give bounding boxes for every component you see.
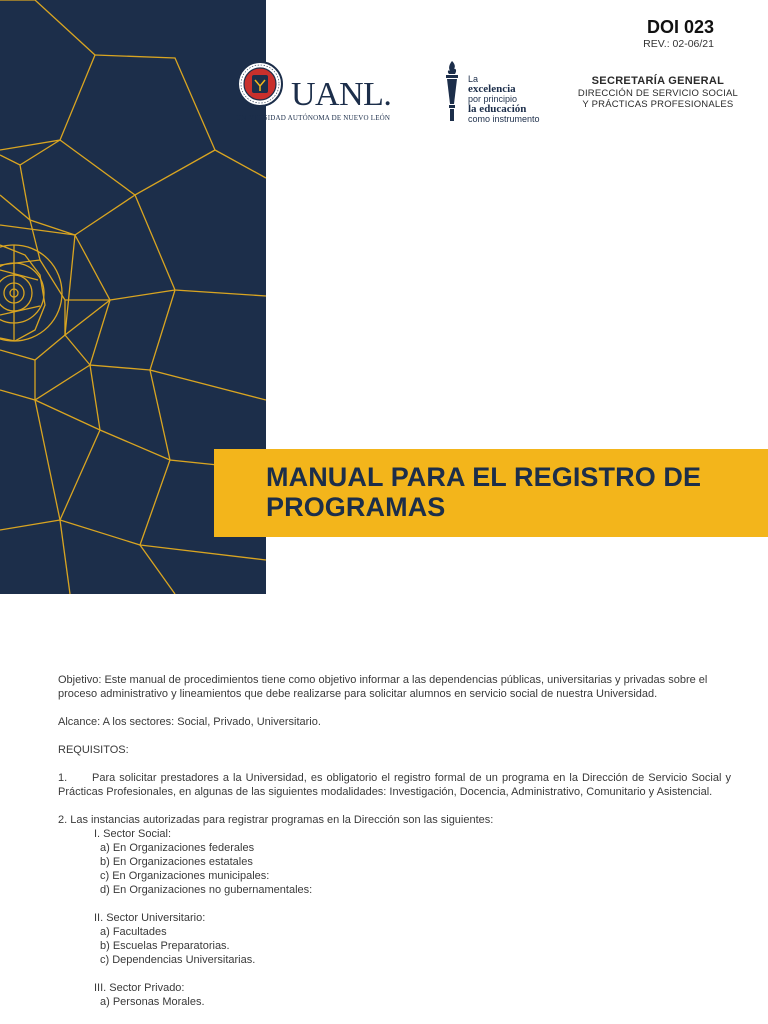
document-code-block xyxy=(643,17,714,51)
requirement-item-2: 2. Las instancias autorizadas para registrar programas en la Dirección son las siguientes: xyxy=(58,814,494,826)
title-line-2: PROGRAMAS xyxy=(266,492,446,522)
secretaria-title: SECRETARÍA GENERAL xyxy=(591,75,725,87)
sector-privado xyxy=(58,981,731,1009)
motto-logo xyxy=(444,60,554,124)
list-item: a) Personas Morales. xyxy=(100,996,205,1008)
sector-title: II. Sector Universitario: xyxy=(94,912,206,924)
sector-universitario xyxy=(58,911,731,967)
sector-title: III. Sector Privado: xyxy=(94,982,185,994)
item-number: 1. xyxy=(58,772,68,784)
list-item: a) En Organizaciones federales xyxy=(100,842,255,854)
list-item: b) En Organizaciones estatales xyxy=(100,856,253,868)
motto-line-2: excelencia xyxy=(468,83,516,95)
sector-social xyxy=(58,827,731,897)
direccion-line-2: Y PRÁCTICAS PROFESIONALES xyxy=(582,99,734,110)
document-title xyxy=(266,462,701,522)
title-line-1: MANUAL PARA EL REGISTRO DE xyxy=(266,462,702,492)
list-item: a) Facultades xyxy=(100,926,167,938)
list-item: c) En Organizaciones municipales: xyxy=(100,870,270,882)
uanl-wordmark: UANL. xyxy=(291,76,392,113)
alcance-paragraph: Alcance: A los sectores: Social, Privado, Universitario. xyxy=(58,716,321,728)
item-text: Para solicitar prestadores a la Universidad, es obligatorio el registro formal de un programa en la Dirección de Servicio Social y Prácticas Profesionales, en algunas de las siguientes modalidades: Investigación, Docencia, Administrativo, Comunitario y Asistencial. xyxy=(58,772,731,798)
requisitos-heading: REQUISITOS: xyxy=(58,744,129,756)
requirement-item-1 xyxy=(58,771,731,799)
motto-line-1: La xyxy=(468,74,479,84)
uanl-logo xyxy=(236,60,396,126)
motto-line-5: como instrumento xyxy=(468,114,540,124)
torch-icon xyxy=(444,60,460,122)
motto-text xyxy=(468,74,540,124)
sector-title: I. Sector Social: xyxy=(94,828,172,840)
list-item: b) Escuelas Preparatorias. xyxy=(100,940,230,952)
document-code: DOI 023 xyxy=(646,17,714,37)
motto-line-3: por principio xyxy=(468,94,518,104)
uanl-subtitle: UNIVERSIDAD AUTÓNOMA DE NUEVO LEÓN xyxy=(236,114,391,122)
objetivo-paragraph: Objetivo: Este manual de procedimientos tiene como objetivo informar a las dependencias públicas, universitarias y privadas sobre el proceso administrativo y lineamientos que debe realizarse para solicitar alumnos en servicio social de nuestra Universidad. xyxy=(58,674,708,700)
university-seal-icon xyxy=(236,60,284,108)
revision-label: REV.: 02-06/21 xyxy=(643,38,714,50)
list-item: d) En Organizaciones no gubernamentales: xyxy=(100,884,313,896)
title-banner xyxy=(214,449,768,537)
direccion-line-1: DIRECCIÓN DE SERVICIO SOCIAL xyxy=(577,88,738,99)
document-body xyxy=(58,673,731,1009)
list-item: c) Dependencias Universitarias. xyxy=(100,954,256,966)
secretaria-block xyxy=(578,75,738,110)
motto-line-4: la educación xyxy=(468,103,527,115)
